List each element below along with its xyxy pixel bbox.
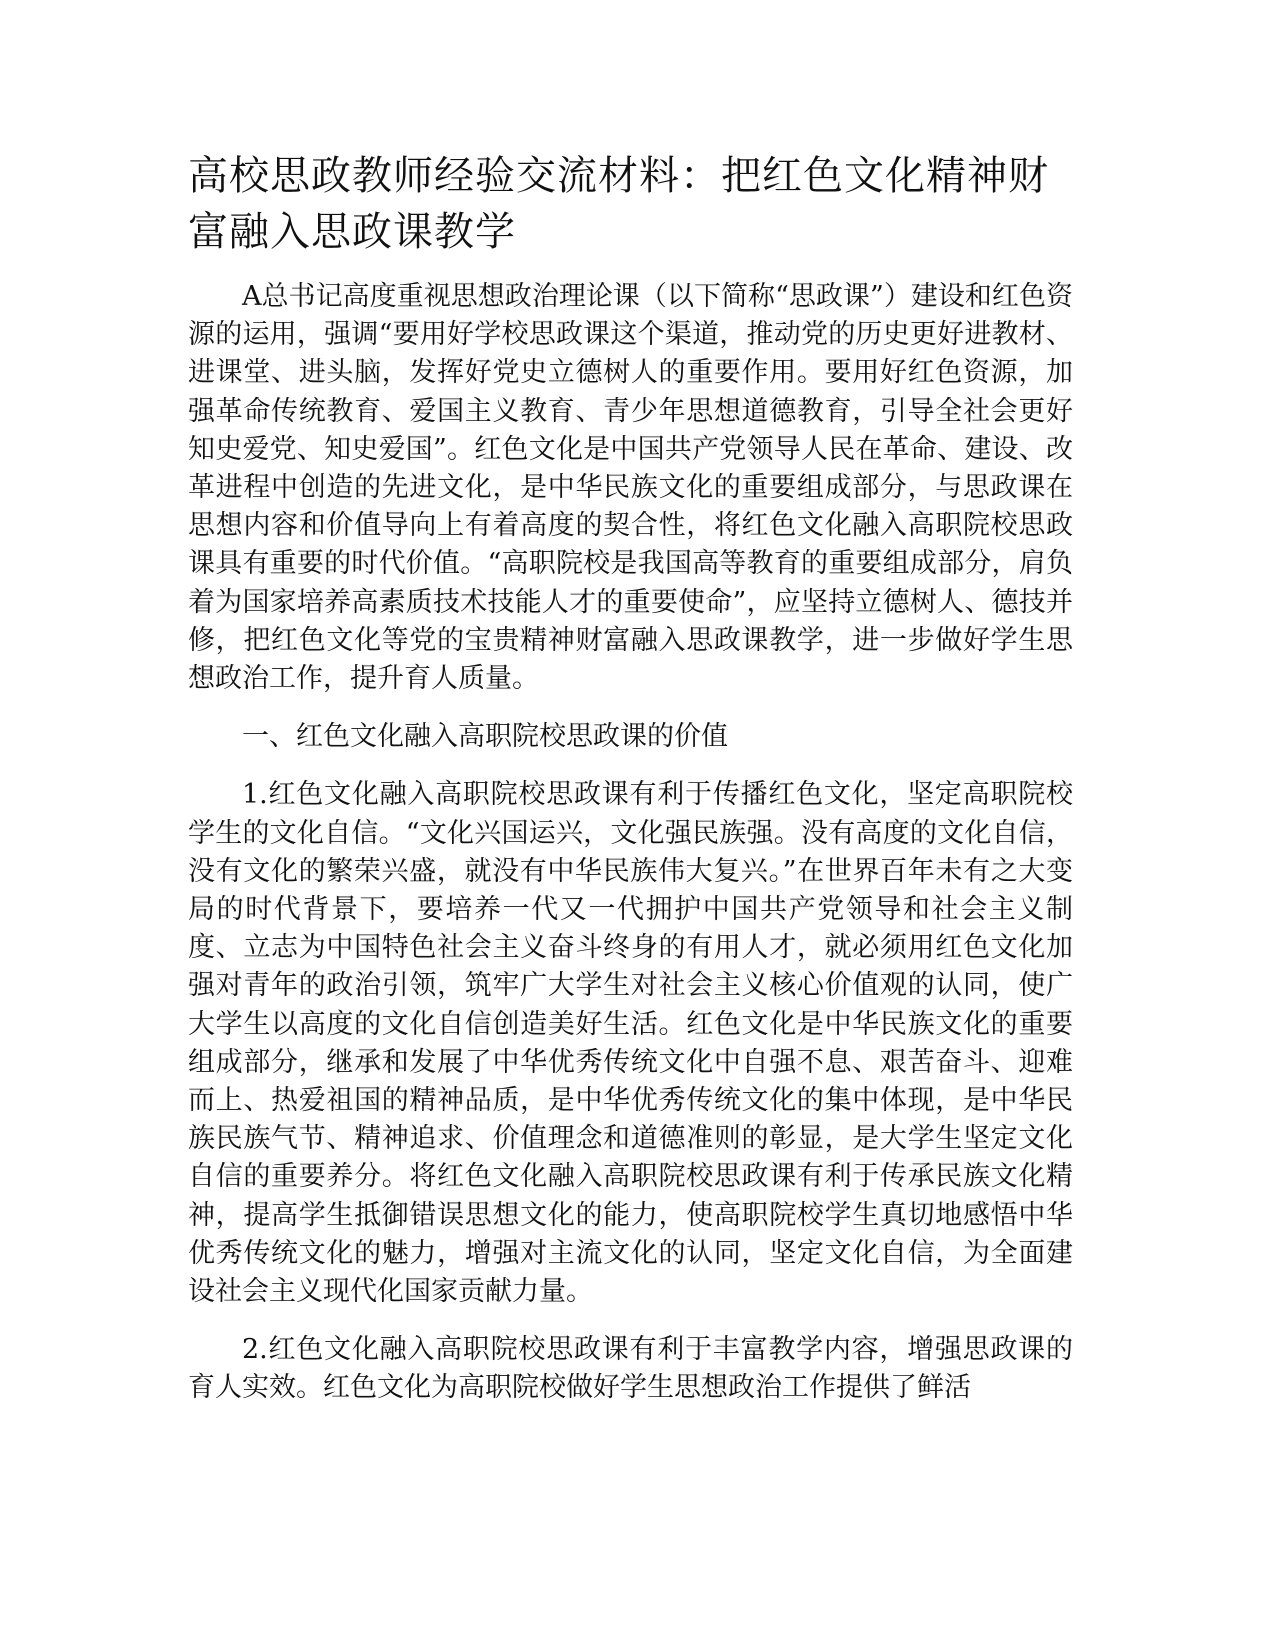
intro-paragraph: A总书记高度重视思想政治理论课（以下简称“思政课”）建设和红色资源的运用，强调“要用好学校思政课这个渠道，推动党的历史更好进教材、进课堂、进头脑，发挥好党史立德树人的重要作用。要用好红色资源，加强革命传统教育、爱国主义教育、青少年思想道德教育，引导全社会更好知史爱党、知史爱国”。红色文化是中国共产党领导人民在革命、建设、改革进程中创造的先进文化，是中华民族文化的重要组成部分，与思政课在思想内容和价值导向上有着高度的契合性，将红色文化融入高职院校思政课具有重要的时代价值。“高职院校是我国高等教育的重要组成部分，肩负着为国家培养高素质技术技能人才的重要使命”，应坚持立德树人、德技并修，把红色文化等党的宝贵精神财富融入思政课教学，进一步做好学生思想政治工作，提升育人质量。: [188, 281, 1073, 695]
body-paragraph-2: 2.红色文化融入高职院校思政课有利于丰富教学内容，增强思政课的育人实效。红色文化为高职院校做好学生思想政治工作提供了鲜活: [188, 1334, 1073, 1404]
document-page: [188, 148, 1073, 1428]
body-paragraph-1: 1.红色文化融入高职院校思政课有利于传播红色文化，坚定高职院校学生的文化自信。“文化兴国运兴，文化强民族强。没有高度的文化自信，没有文化的繁荣兴盛，就没有中华民族伟大复兴。”在世界百年未有之大变局的时代背景下，要培养一代又一代拥护中国共产党领导和社会主义制度、立志为中国特色社会主义奋斗终身的有用人才，就必须用红色文化加强对青年的政治引领，筑牢广大学生对社会主义核心价值观的认同，使广大学生以高度的文化自信创造美好生活。红色文化是中华民族文化的重要组成部分，继承和发展了中华优秀传统文化中自强不息、艰苦奋斗、迎难而上、热爱祖国的精神品质，是中华优秀传统文化的集中体现，是中华民族民族气节、精神追求、价值理念和道德准则的彰显，是大学生坚定文化自信的重要养分。将红色文化融入高职院校思政课有利于传承民族文化精神，提高学生抵御错误思想文化的能力，使高职院校学生真切地感悟中华优秀传统文化的魅力，增强对主流文化的认同，坚定文化自信，为全面建设社会主义现代化国家贡献力量。: [188, 779, 1073, 1308]
section-heading: 一、红色文化融入高职院校思政课的价值: [242, 721, 728, 753]
document-title: 高校思政教师经验交流材料：把红色文化精神财富融入思政课教学: [188, 153, 1049, 255]
